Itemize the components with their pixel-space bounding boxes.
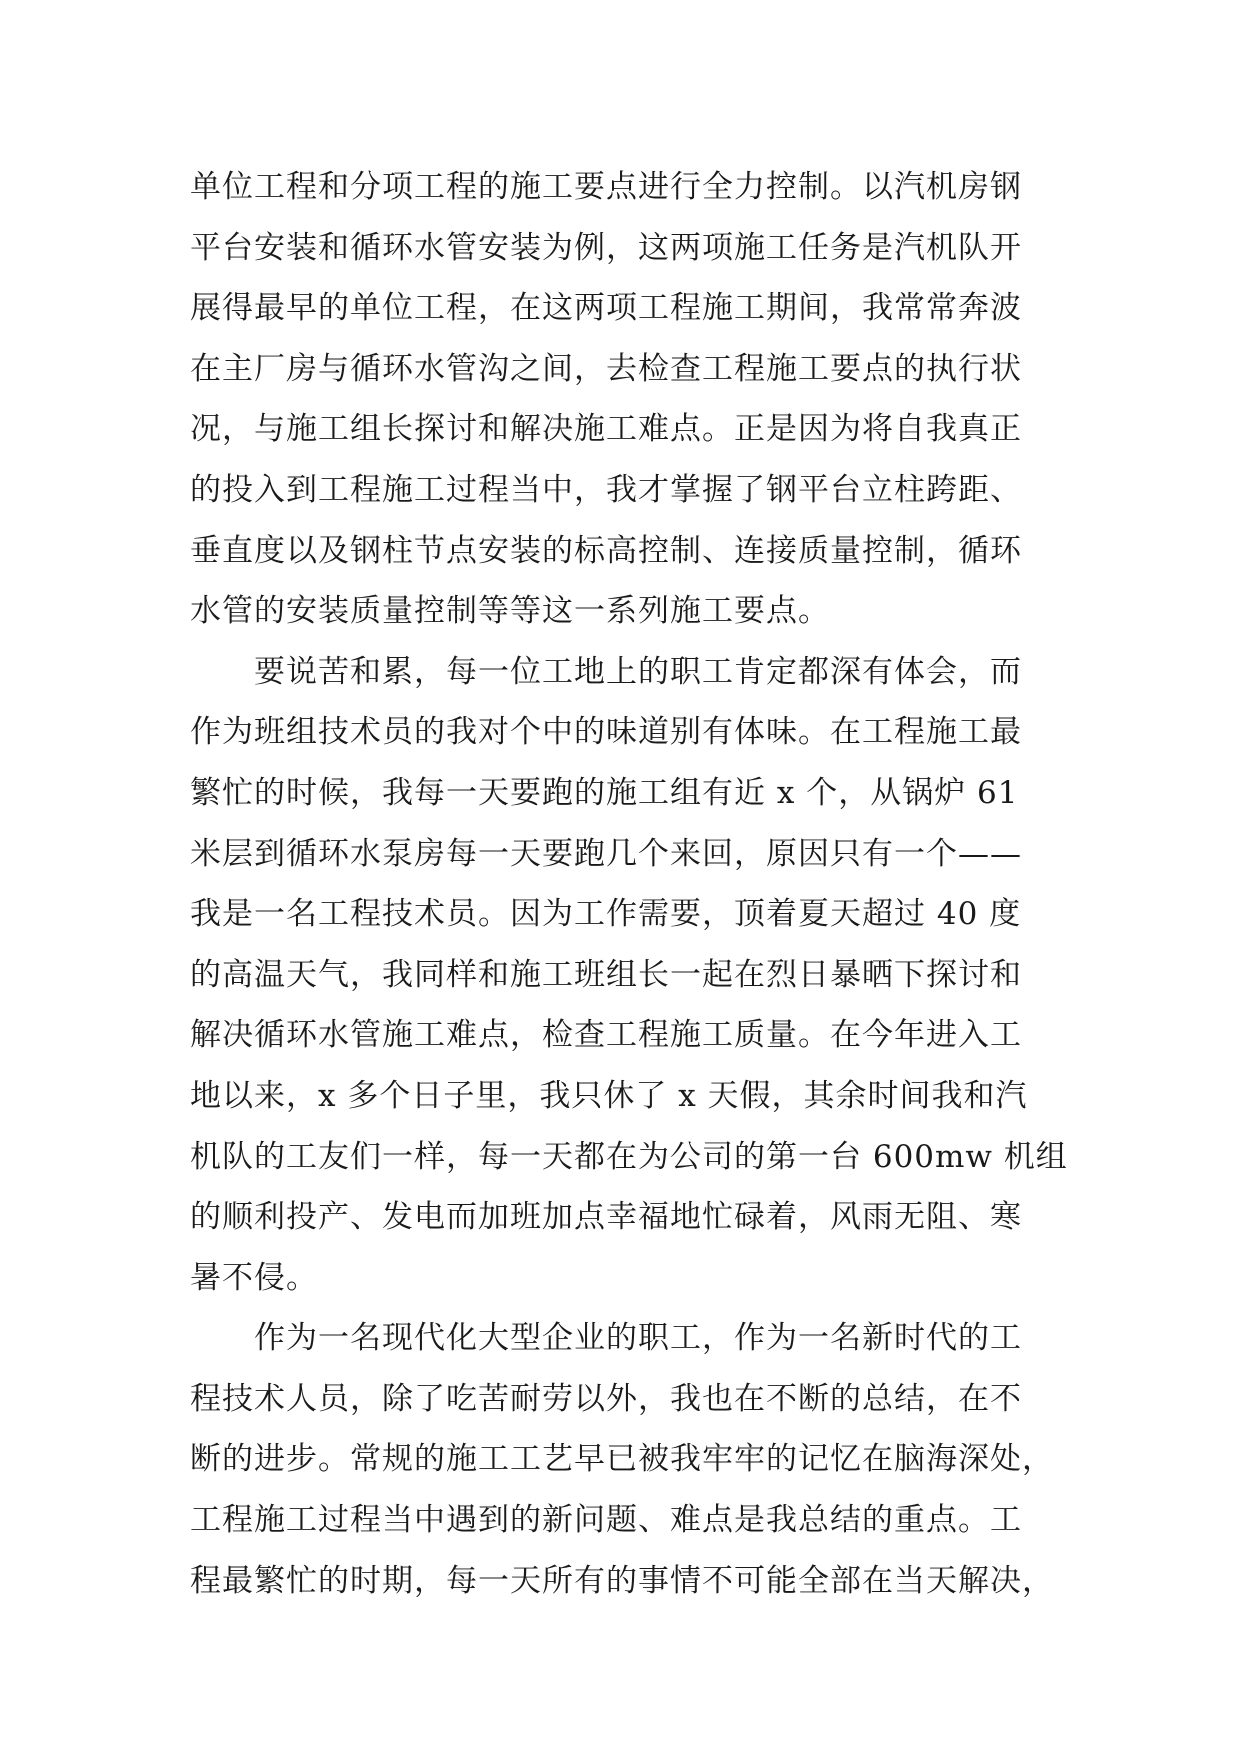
text-line: 的高温天气，我同样和施工班组长一起在烈日暴晒下探讨和 [190,956,1022,993]
text-line: 地以来，x 多个日子里，我只休了 x 天假，其余时间我和汽 [190,1077,1028,1114]
text-line: 平台安装和循环水管安装为例，这两项施工任务是汽机队开 [190,229,1022,266]
text-line: 展得最早的单位工程，在这两项工程施工期间，我常常奔波 [190,290,1022,327]
text-line: 的投入到工程施工过程当中，我才掌握了钢平台立柱跨距、 [190,471,1022,508]
text-line: 工程施工过程当中遇到的新问题、难点是我总结的重点。工 [190,1502,1022,1539]
text-line: 程技术人员，除了吃苦耐劳以外，我也在不断的总结，在不 [190,1380,1022,1417]
text-line: 繁忙的时候，我每一天要跑的施工组有近 x 个，从锅炉 61 [190,774,1019,811]
text-line: 单位工程和分项工程的施工要点进行全力控制。以汽机房钢 [190,169,1022,205]
text-line: 在主厂房与循环水管沟之间，去检查工程施工要点的执行状 [190,350,1022,387]
text-line: 我是一名工程技术员。因为工作需要，顶着夏天超过 40 度 [190,896,1022,933]
text-line: 垂直度以及钢柱节点安装的标高控制、连接质量控制，循环 [190,532,1022,569]
text-line: 断的进步。常规的施工工艺早已被我牢牢的记忆在脑海深处， [190,1441,1054,1478]
body-text [190,157,1070,1611]
text-line: 的顺利投产、发电而加班加点幸福地忙碌着，风雨无阻、寒 [190,1199,1022,1236]
paragraph-first-line: 作为一名现代化大型企业的职工，作为一名新时代的工 [254,1320,1022,1357]
text-line: 况，与施工组长探讨和解决施工难点。正是因为将自我真正 [190,411,1022,448]
text-line: 米层到循环水泵房每一天要跑几个来回，原因只有一个—— [190,835,1022,872]
text-line: 解决循环水管施工难点，检查工程施工质量。在今年进入工 [190,1017,1022,1054]
text-line: 程最繁忙的时期，每一天所有的事情不可能全部在当天解决， [190,1562,1054,1599]
text-line: 机队的工友们一样，每一天都在为公司的第一台 600mw 机组 [190,1138,1068,1175]
text-line: 暑不侵。 [190,1259,318,1296]
paragraph-first-line: 要说苦和累，每一位工地上的职工肯定都深有体会，而 [254,653,1022,690]
text-line: 水管的安装质量控制等等这一系列施工要点。 [190,593,830,630]
text-line: 作为班组技术员的我对个中的味道别有体味。在工程施工最 [190,714,1022,751]
